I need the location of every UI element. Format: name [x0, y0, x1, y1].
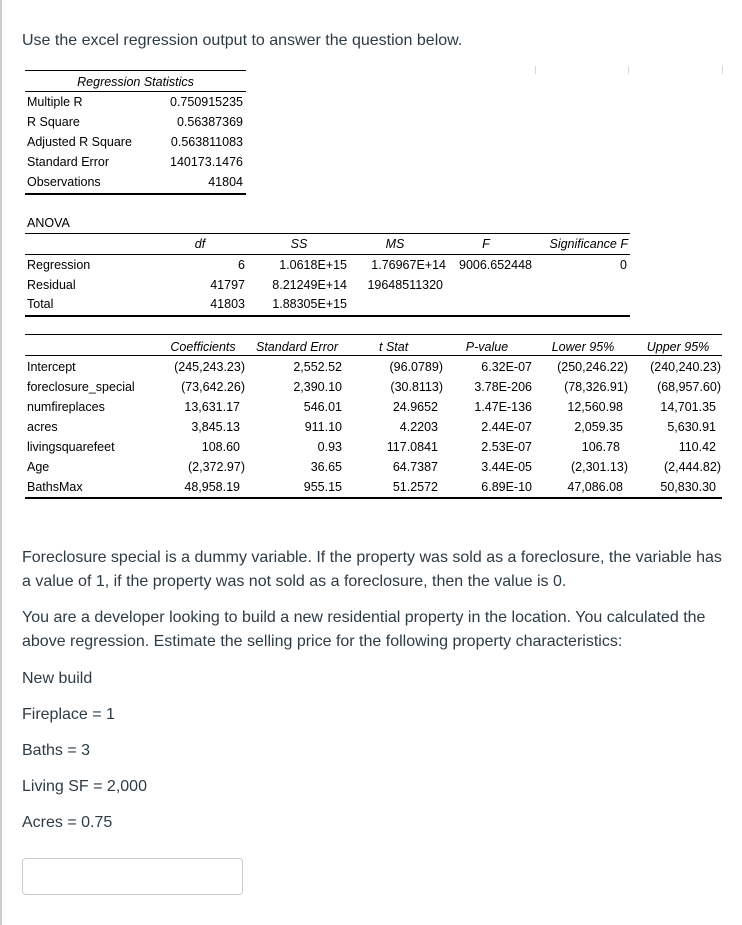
coef-header: Upper 95% [646, 340, 710, 354]
stats-title: Regression Statistics [77, 75, 194, 89]
coef-stderr: 2,390.10 [293, 380, 342, 394]
gridline-tick [722, 66, 723, 74]
coef-value: 108.60 [201, 440, 240, 454]
coef-row-label: Intercept [27, 360, 76, 374]
anova-f: 9006.652448 [459, 258, 532, 272]
stat-value: 0.750915235 [170, 95, 243, 109]
coef-upper95: 5,630.91 [667, 420, 716, 434]
coef-upper95: (240,240.23) [650, 360, 721, 374]
stats-top-rule [25, 70, 246, 71]
anova-row-label: Regression [27, 258, 91, 272]
coef-header: Coefficients [170, 340, 236, 354]
coef-tstat: (96.0789) [389, 360, 443, 374]
anova-ms: 19648511320 [367, 278, 443, 292]
coef-upper95: (68,957.60) [657, 380, 721, 394]
gridline-tick [535, 66, 536, 74]
coef-tstat: 24.9652 [392, 400, 438, 414]
coef-lower95: 12,560.98 [567, 400, 623, 414]
anova-header: F [482, 237, 490, 251]
anova-df: 6 [238, 258, 245, 272]
anova-ms: 1.76967E+14 [371, 258, 446, 272]
coef-lower95: 106.78 [581, 440, 620, 454]
coef-header: Standard Error [256, 340, 338, 354]
coef-header: t Stat [379, 340, 409, 354]
stat-value: 41804 [208, 175, 243, 189]
coef-pvalue: 1.47E-136 [474, 400, 532, 414]
stat-label: Multiple R [27, 95, 83, 109]
coef-pvalue: 2.53E-07 [481, 440, 532, 454]
coef-value: (2,372.97) [188, 460, 245, 474]
coef-stderr: 955.15 [303, 480, 342, 494]
coef-upper95: 110.42 [678, 440, 716, 454]
anova-header: MS [385, 237, 405, 251]
scenario-text: You are a developer looking to build a new residential property in the location. You calculated the above regression. Estimate the selling price for the following property characteristics: [22, 609, 706, 650]
anova-header-rule [25, 254, 630, 255]
coef-pvalue: 6.32E-07 [481, 360, 532, 374]
anova-row-label: Residual [27, 278, 76, 292]
coef-stderr: 546.01 [303, 400, 342, 414]
stat-value: 140173.1476 [170, 155, 243, 169]
coef-top-rule [25, 334, 722, 335]
anova-top-rule [25, 233, 630, 234]
coef-upper95: (2,444.82) [664, 460, 721, 474]
coef-header: P-value [465, 340, 509, 354]
question-prompt: Use the excel regression output to answer the question below. [22, 32, 463, 49]
characteristic-baths: Baths = 3 [22, 742, 91, 759]
coef-stderr: 0.93 [317, 440, 342, 454]
coef-value: 3,845.13 [191, 420, 240, 434]
anova-bottom-rule [25, 315, 630, 317]
anova-df: 41803 [210, 297, 245, 311]
anova-header: Significance F [549, 237, 628, 251]
stat-value: 0.563811083 [170, 135, 243, 149]
anova-header: df [194, 237, 206, 251]
coef-tstat: 51.2572 [392, 480, 438, 494]
coef-lower95: 47,086.08 [567, 480, 623, 494]
foreclosure-note: Foreclosure special is a dummy variable. If the property was sold as a foreclosure, the variable has a value of 1, if the property was not sold as a foreclosure, then the value is 0. [22, 549, 722, 590]
stats-header-rule [25, 91, 246, 92]
coef-lower95: (2,301.13) [571, 460, 628, 474]
coef-pvalue: 6.89E-10 [481, 480, 532, 494]
coef-tstat: 4.2203 [399, 420, 438, 434]
anova-header: SS [290, 237, 308, 251]
coef-bottom-rule [25, 497, 722, 499]
coef-value: 13,631.17 [184, 400, 240, 414]
coef-upper95: 50,830.30 [660, 480, 716, 494]
anova-ss: 1.0618E+15 [279, 258, 347, 272]
coef-value: 48,958.19 [184, 480, 240, 494]
anova-df: 41797 [210, 278, 245, 292]
coef-lower95: (250,246.22) [557, 360, 628, 374]
anova-ss: 1.88305E+15 [272, 297, 347, 311]
stat-label: Adjusted R Square [27, 135, 132, 149]
characteristic-new-build: New build [22, 670, 93, 687]
stat-value: 0.56387369 [176, 115, 243, 129]
stat-label: R Square [27, 115, 80, 129]
coef-row-label: foreclosure_special [27, 380, 135, 394]
coef-row-label: Age [27, 460, 50, 474]
coef-pvalue: 3.78E-206 [474, 380, 532, 394]
anova-row-label: Total [27, 297, 54, 311]
coef-tstat: 64.7387 [392, 460, 438, 474]
stat-label: Standard Error [27, 155, 109, 169]
coef-lower95: (78,326.91) [564, 380, 628, 394]
characteristic-living-sf: Living SF = 2,000 [22, 778, 147, 795]
coef-row-label: livingsquarefeet [27, 440, 115, 454]
stats-bottom-rule [25, 193, 246, 195]
coef-value: (73,642.26) [181, 380, 245, 394]
coef-stderr: 2,552.52 [293, 360, 342, 374]
anova-ss: 8.21249E+14 [272, 278, 347, 292]
coef-lower95: 2,059.35 [574, 420, 623, 434]
coef-pvalue: 2.44E-07 [481, 420, 532, 434]
coef-stderr: 911.10 [304, 420, 342, 434]
characteristic-acres: Acres = 0.75 [22, 814, 113, 831]
coef-header-rule [25, 355, 722, 356]
coef-row-label: numfireplaces [27, 400, 105, 414]
answer-input[interactable] [22, 858, 243, 895]
stat-label: Observations [27, 175, 101, 189]
coef-tstat: (30.8113) [390, 380, 443, 394]
coef-value: (245,243.23) [174, 360, 245, 374]
coef-stderr: 36.65 [310, 460, 342, 474]
coef-tstat: 117.0841 [386, 440, 438, 454]
coef-row-label: BathsMax [27, 480, 83, 494]
coef-row-label: acres [27, 420, 58, 434]
coef-header: Lower 95% [551, 340, 615, 354]
coef-upper95: 14,701.35 [660, 400, 716, 414]
characteristic-fireplace: Fireplace = 1 [22, 706, 115, 723]
anova-title: ANOVA [27, 216, 70, 230]
anova-sig: 0 [620, 258, 627, 272]
coef-pvalue: 3.44E-05 [481, 460, 532, 474]
gridline-tick [628, 66, 629, 74]
